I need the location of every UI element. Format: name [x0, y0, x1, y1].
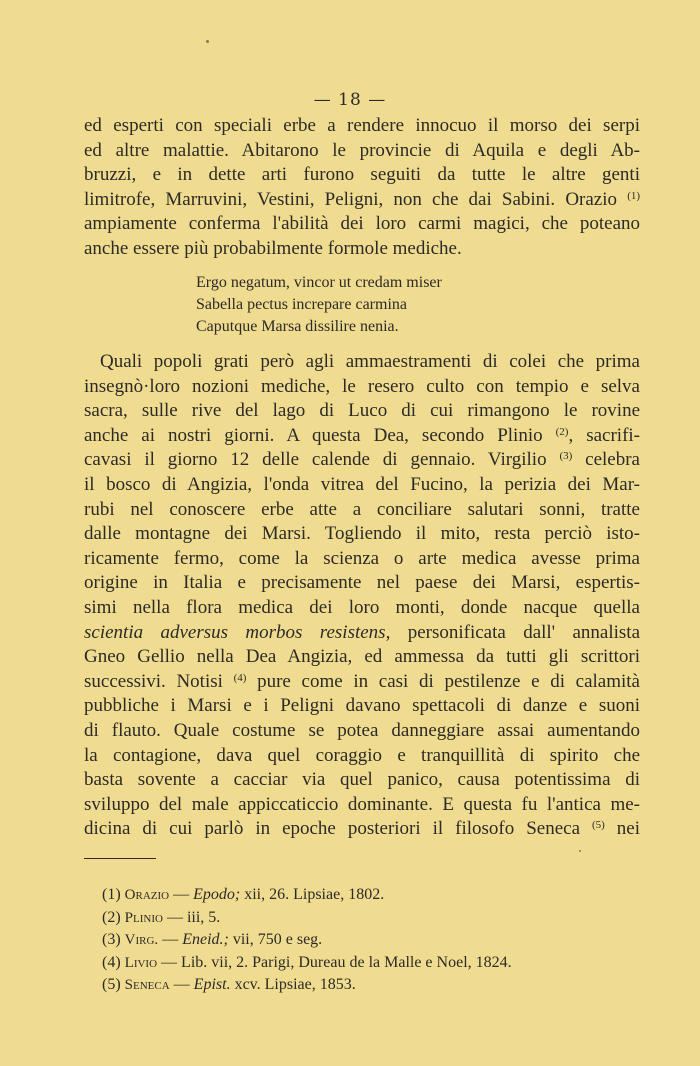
page-number: — 18 —	[313, 90, 387, 110]
footnotes	[102, 884, 512, 997]
footnote: (1) Orazio — Epodo; xii, 26. Lipsiae, 1802.	[102, 886, 385, 903]
footnote-ref: (2)	[555, 425, 569, 438]
text-line: la contagione, dava quel coraggio e tranquillità di spirito che	[84, 744, 640, 766]
footnote-ref: (3)	[559, 450, 573, 463]
footnote-ref: (4)	[233, 671, 247, 684]
text-line: successivi. Notisi $^{(4)}$ pure come in casi di pestilenze e di calamità	[84, 670, 640, 692]
footnote-ref: (5)	[592, 819, 605, 832]
footnote-ref: (1)	[627, 189, 641, 202]
text-line: ed esperti con speciali erbe a rendere innocuo il morso dei serpi	[84, 115, 640, 136]
footnote-rule	[84, 858, 156, 859]
footnote: (3) Virg. — Eneid.; vii, 750 e seg.	[102, 931, 323, 948]
text-line: sviluppo del male appiccaticcio dominante. E questa fu l'antica me-	[84, 793, 640, 815]
text-line: sacra, sulle rive del lago di Luco di cui rimangono le rovine	[84, 400, 640, 422]
latin-quote	[196, 272, 442, 338]
text-line: Gneo Gellio nella Dea Angizia, ed ammessa da tutti gli scrittori	[84, 646, 640, 668]
text-line: di flauto. Quale costume se potea danneggiare assai aumentando	[84, 719, 640, 741]
text-line: pubbliche i Marsi e i Peligni davano spettacoli di danze e suoni	[84, 695, 640, 717]
text-line: ricamente fermo, come la scienza o arte medica avesse prima	[84, 547, 640, 569]
text-line: ed altre malattie. Abitarono le provincie di Aquila e degli Ab-	[84, 139, 640, 161]
page-speck	[579, 850, 581, 852]
text-line: basta sovente a cacciar via quel panico, causa potentissima di	[84, 769, 640, 791]
text-line: ampiamente conferma l'abilità dei loro carmi magici, che poteano	[84, 213, 640, 235]
text-line: bruzzi, e in dette arti furono seguiti da tutte le altre genti	[84, 164, 640, 186]
latin-phrase: scientia adversus morbos resistens,	[84, 621, 391, 643]
text-line: Quali popoli grati però agli ammaestramenti di colei che prima	[100, 351, 640, 372]
text-line: insegnò·loro nozioni mediche, le resero culto con tempio e selva	[84, 375, 640, 397]
page-speck	[206, 40, 209, 43]
text-line: cavasi il giorno 12 delle calende di gennaio. Virgilio $^{(3)}$ celebra	[84, 449, 640, 471]
text-line: anche ai nostri giorni. A questa Dea, secondo Plinio $^{(2)}$, sacrifi-	[84, 424, 641, 446]
text-line: origine in Italia e precisamente nel paese dei Marsi, espertis-	[84, 572, 640, 594]
quote-line: Sabella pectus increpare carmina	[196, 296, 407, 313]
footnote: (4) Livio — Lib. vii, 2. Parigi, Dureau de la Malle e Noel, 1824.	[102, 953, 512, 971]
text-line: rubi nel conoscere erbe atte a conciliare salutari sonni, tratte	[84, 498, 640, 520]
text-line: scientia adversus morbos resistens, personificata dall' annalista	[84, 621, 641, 643]
text-line: simi nella flora medica dei loro monti, donde nacque quella	[84, 596, 640, 618]
quote-line: Caputque Marsa dissilire nenia.	[196, 318, 399, 335]
paragraph-1	[84, 114, 640, 262]
paragraph-2	[84, 350, 640, 842]
text-line: dicina di cui parlò in epoche posteriori il filosofo Seneca $^{(5)}$ nei	[84, 818, 641, 840]
text-line: il bosco di Angizia, l'onda vitrea del Fucino, la perizia dei Mar-	[84, 473, 640, 495]
quote-line: Ergo negatum, vincor ut credam miser	[196, 274, 442, 291]
footnote: (2) Plinio — iii, 5.	[102, 908, 221, 926]
text-line: limitrofe, Marruvini, Vestini, Peligni, non che dai Sabini. Orazio $^{(1)}$	[84, 188, 641, 210]
text-line: dalle montagne dei Marsi. Togliendo il mito, resta perciò isto-	[84, 523, 640, 545]
footnote: (5) Seneca — Epist. xcv. Lipsiae, 1853.	[102, 976, 356, 993]
text-line: anche essere più probabilmente formole mediche.	[84, 237, 462, 259]
